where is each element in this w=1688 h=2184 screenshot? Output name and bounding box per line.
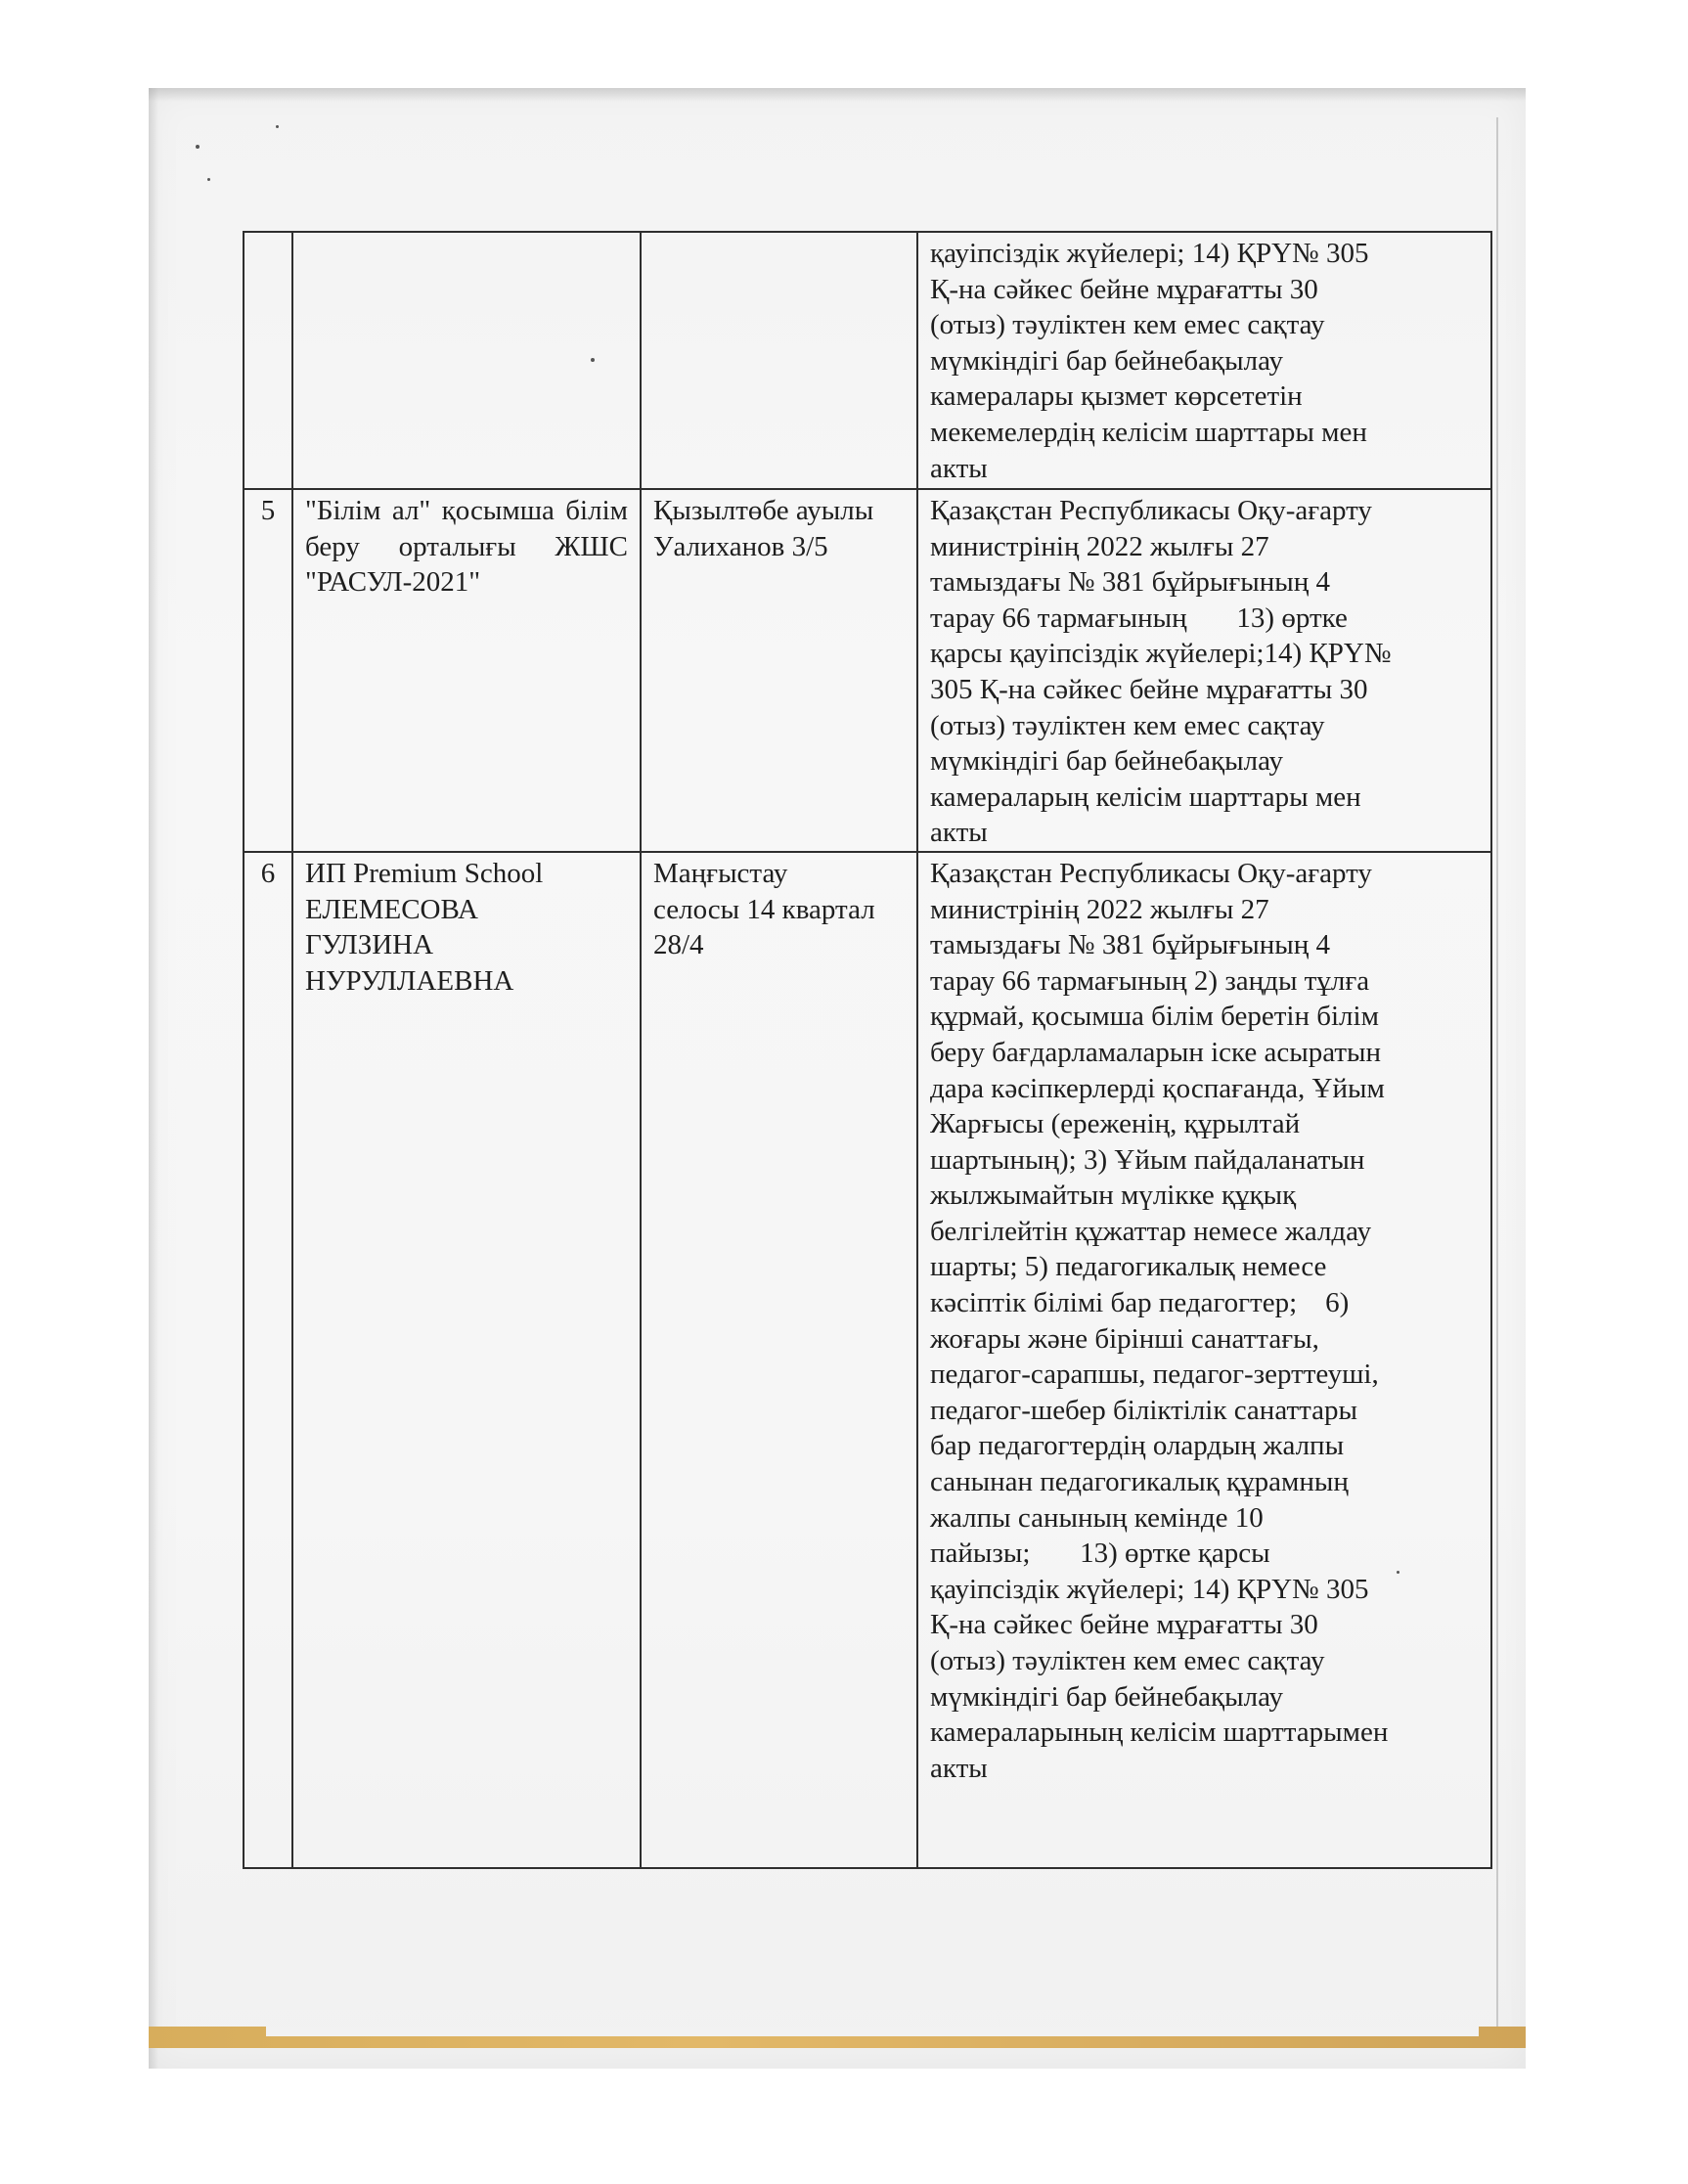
cell-address: [641, 852, 917, 1868]
requirements-line: дара кәсіпкерлерді қоспағанда, Ұйым: [930, 1072, 1385, 1104]
requirements-line: педагог-сарапшы, педагог-зерттеуші,: [930, 1359, 1379, 1391]
organization-line: НУРУЛЛАЕВНА: [305, 964, 514, 997]
desk-edge-strip: [149, 2027, 1526, 2048]
requirements-line: шартының); 3) Ұйым пайдаланатын: [930, 1143, 1365, 1176]
requirements-line: Қ-на сәйкес бейне мұрағатты 30: [930, 273, 1318, 305]
requirements-line: кәсіптік білімі бар педагогтер; 6): [930, 1287, 1350, 1319]
sheet-right-edge: [1496, 117, 1498, 2034]
address-line: Маңғыстау: [653, 857, 788, 889]
requirements-line: камераларының келісім шарттарымен: [930, 1716, 1389, 1749]
requirements-line: министрінің 2022 жылғы 27: [930, 530, 1269, 562]
cell-number: 5: [244, 489, 292, 852]
cell-address: Қызылтөбе ауылы Уалиханов 3/5: [641, 489, 917, 852]
requirements-line: қарсы қауіпсіздік жүйелері;14) ҚРҮ№: [930, 638, 1392, 670]
requirements-line: мүмкіндігі бар бейнебақылау: [930, 1680, 1283, 1713]
requirements-line: Қазақстан Республикасы Оқу-ағарту: [930, 495, 1372, 526]
table-row-6: [244, 852, 1491, 1868]
scan-speck: [207, 178, 210, 181]
requirements-line: құрмай, қосымша білім беретін білім: [930, 1001, 1379, 1033]
requirements-table: [243, 231, 1492, 1869]
requirements-line: Қазақстан Республикасы Оқу-ағарту: [930, 857, 1372, 889]
requirements-line: (отыз) тәуліктен кем емес сақтау: [930, 1645, 1325, 1676]
requirements-line: бар педагогтердің олардың жалпы: [930, 1430, 1345, 1462]
scan-speck: [196, 145, 200, 149]
sheet-left-shadow: [149, 88, 158, 2069]
requirements-line: министрінің 2022 жылғы 27: [930, 893, 1269, 925]
requirements-line: жалпы санының кемінде 10: [930, 1501, 1264, 1534]
desk-edge-highlight: [266, 2027, 1479, 2036]
requirements-line: педагог-шебер біліктілік санаттары: [930, 1394, 1357, 1426]
requirements-line: белгілейтін құжаттар немесе жалдау: [930, 1215, 1372, 1247]
requirements-line: 305 Қ-на сәйкес бейне мұрағатты 30: [930, 673, 1368, 705]
requirements-line: Қ-на сәйкес бейне мұрағатты 30: [930, 1609, 1318, 1641]
requirements-line: мекемелердің келісім шарттары мен: [930, 416, 1367, 448]
cell-organization: "Білім ал" қосымша білім беру орталығы ЖШС "РАСУЛ-2021": [292, 489, 641, 852]
requirements-line: (отыз) тәуліктен кем емес сақтау: [930, 709, 1325, 741]
requirements-line: мүмкіндігі бар бейнебақылау: [930, 344, 1283, 377]
requirements-line: акты: [930, 817, 988, 849]
requirements-line: акты: [930, 1752, 988, 1784]
requirements-line: камералары қызмет көрсететін: [930, 380, 1303, 413]
requirements-line: тарау 66 тармағының 13) өртке: [930, 602, 1348, 634]
requirements-line: санынан педагогикалық құрамның: [930, 1466, 1349, 1498]
cell-requirements: [917, 852, 1491, 1868]
cell-number: [244, 232, 292, 489]
scan-speck: [276, 125, 279, 128]
address-line: селосы 14 квартал: [653, 893, 875, 925]
table-row-5: [244, 489, 1491, 852]
cell-address: [641, 232, 917, 489]
address-line: 28/4: [653, 929, 704, 961]
requirements-line: жоғары және бірінші санаттағы,: [930, 1322, 1319, 1355]
cell-number: 6: [244, 852, 292, 1868]
cell-requirements: [917, 232, 1491, 489]
requirements-line: акты: [930, 452, 988, 484]
requirements-line: беру бағдарламаларын іске асыратын: [930, 1036, 1382, 1068]
requirements-line: пайызы; 13) өртке қарсы: [930, 1538, 1270, 1570]
requirements-line: камераларың келісім шарттары мен: [930, 780, 1361, 813]
organization-line: ГУЛЗИНА: [305, 929, 434, 961]
requirements-line: жылжымайтын мүлікке құқық: [930, 1180, 1297, 1212]
requirements-line: қауіпсіздік жүйелері; 14) ҚРҮ№ 305: [930, 238, 1369, 269]
organization-line: ИП Premium School: [305, 857, 544, 889]
requirements-line: қауіпсіздік жүйелері; 14) ҚРҮ№ 305: [930, 1573, 1369, 1605]
table-row-continued: [244, 232, 1491, 489]
requirements-line: шарты; 5) педагогикалық немесе: [930, 1251, 1327, 1283]
cell-requirements: [917, 489, 1491, 852]
sheet-top-shadow: [149, 88, 1526, 102]
requirements-line: тарау 66 тармағының 2) заңды тұлға: [930, 964, 1370, 997]
requirements-line: тамыздағы № 381 бұйрығының 4: [930, 929, 1331, 961]
organization-line: ЕЛЕМЕСОВА: [305, 893, 478, 925]
cell-organization: [292, 232, 641, 489]
requirements-line: (отыз) тәуліктен кем емес сақтау: [930, 309, 1325, 341]
requirements-line: мүмкіндігі бар бейнебақылау: [930, 745, 1283, 778]
cell-organization: [292, 852, 641, 1868]
requirements-line: тамыздағы № 381 бұйрығының 4: [930, 566, 1331, 599]
requirements-line: Жарғысы (ереженің, құрылтай: [930, 1108, 1301, 1140]
